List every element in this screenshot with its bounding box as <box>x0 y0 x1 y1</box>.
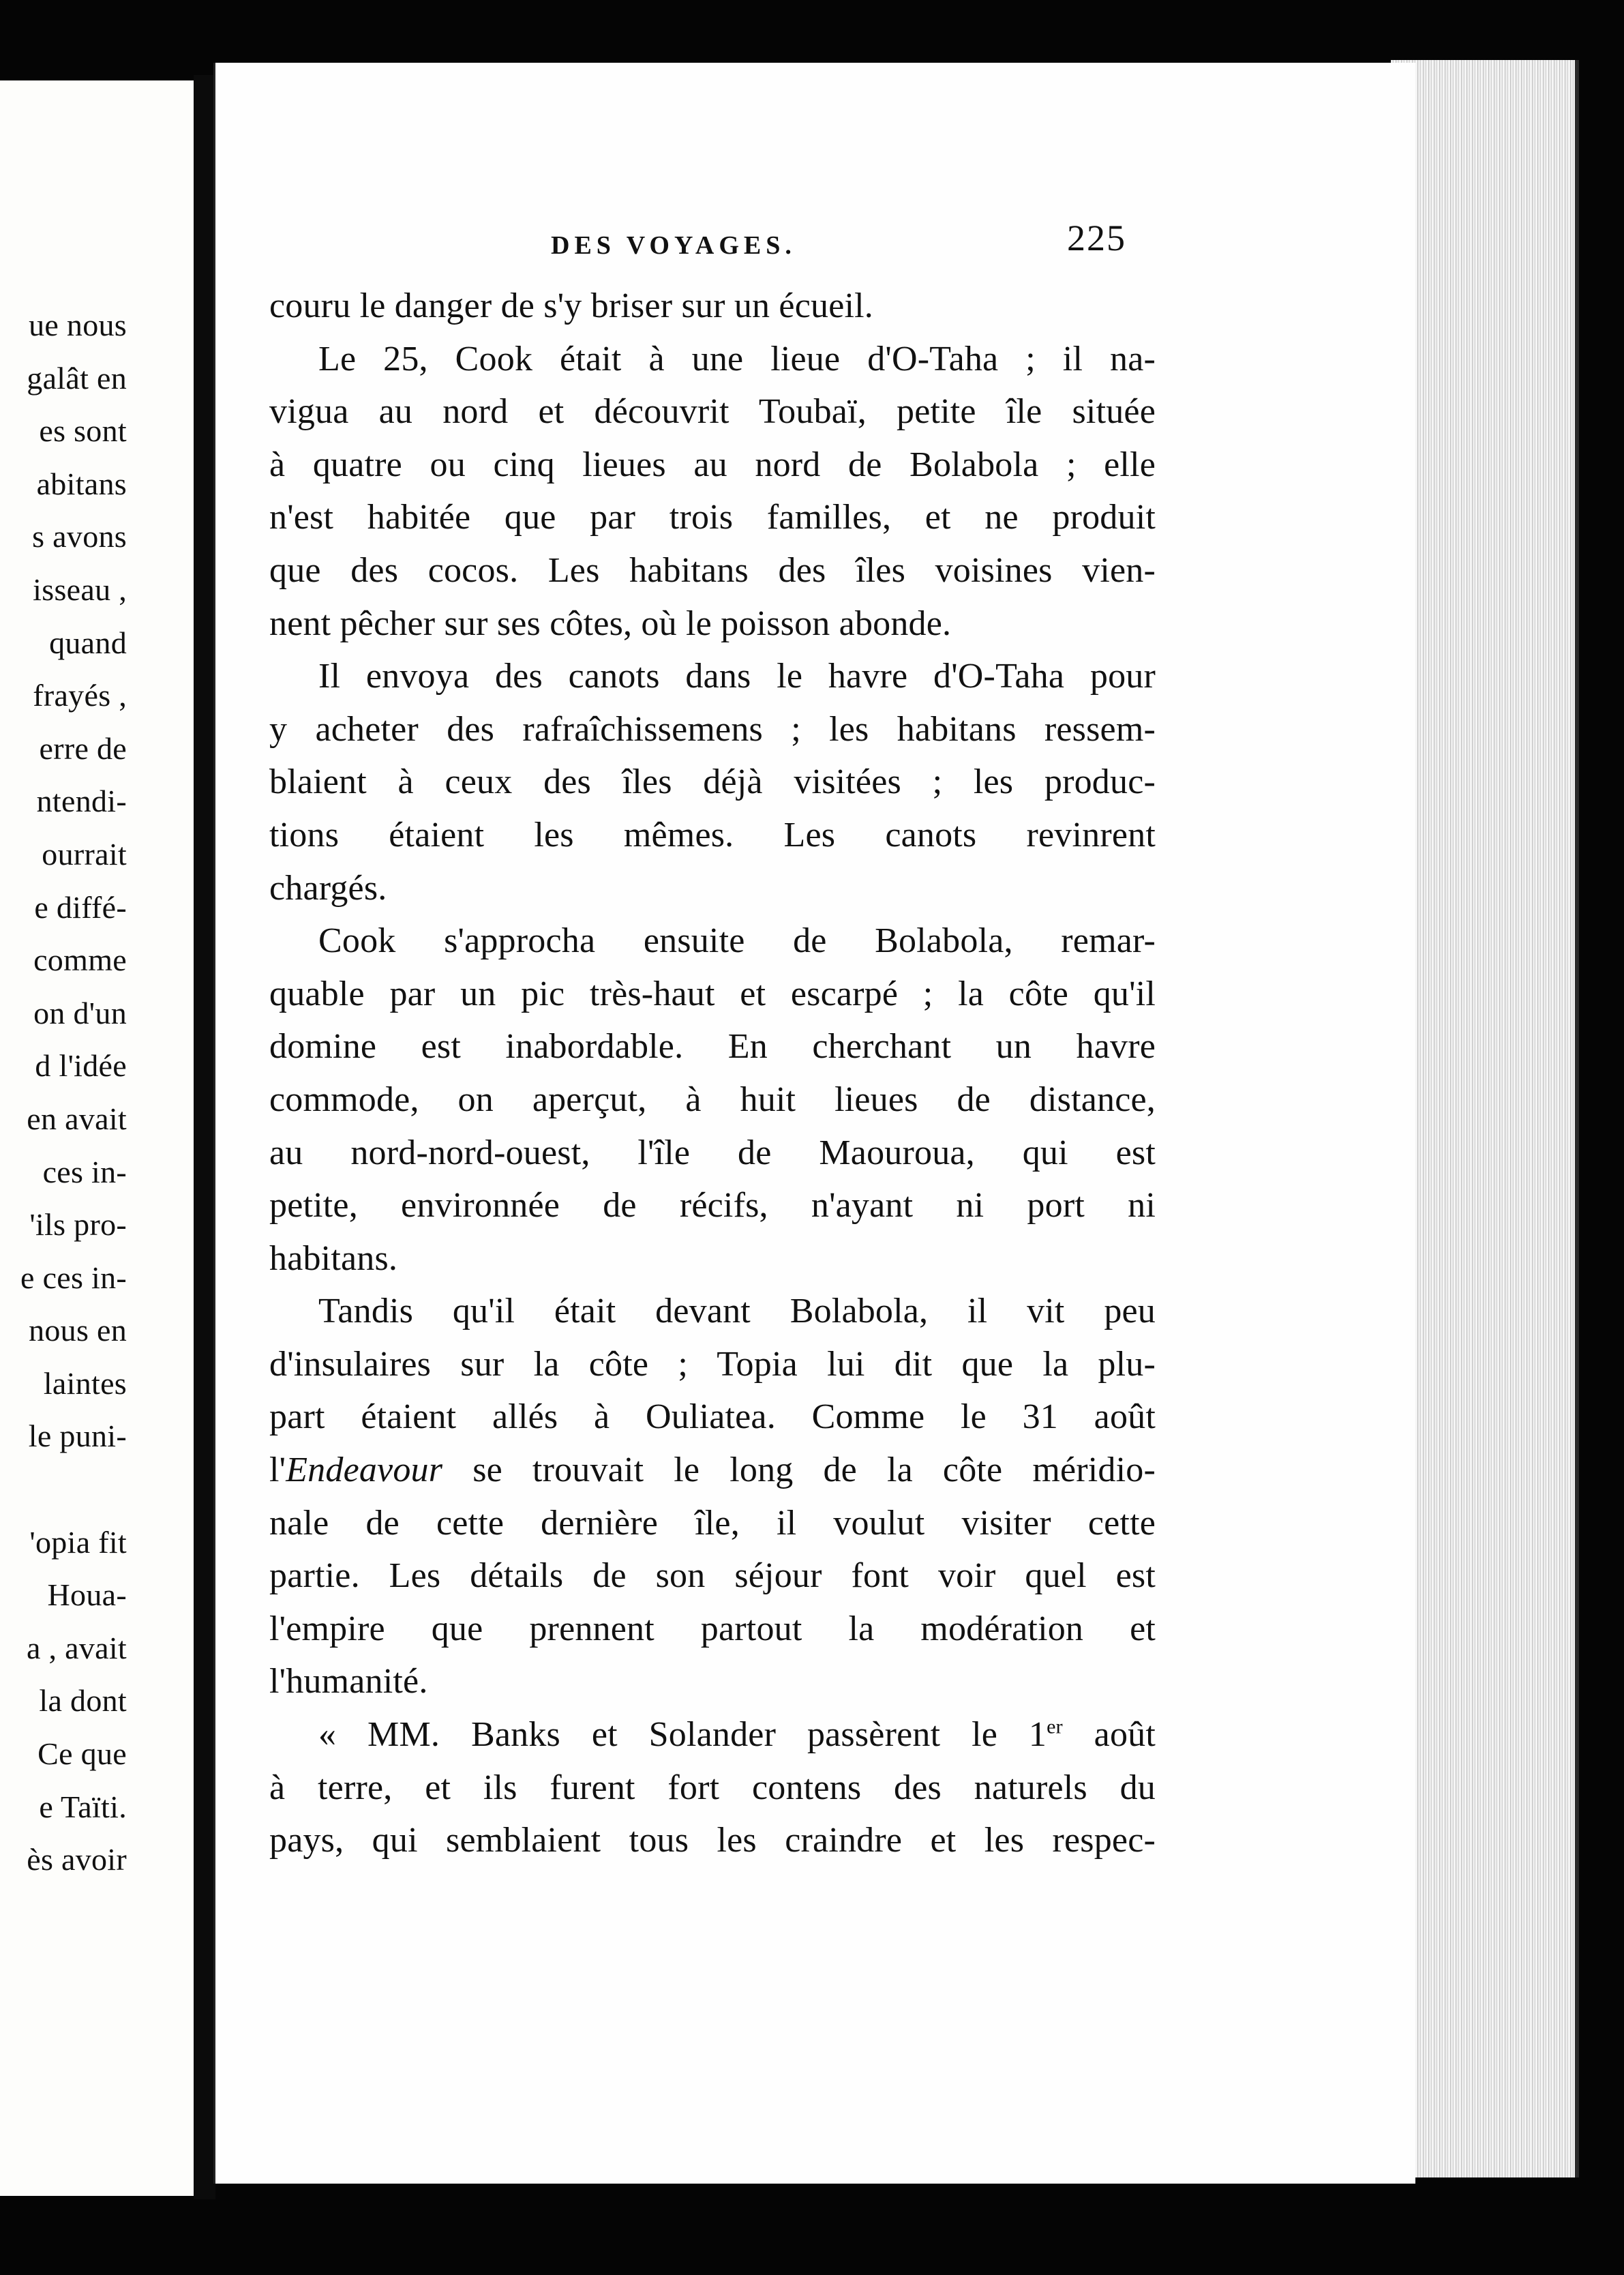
text-line <box>269 385 1156 438</box>
text-line <box>269 1603 1156 1656</box>
text-line-content: petite, environnée de récifs, n'ayant ni port ni <box>269 1186 1156 1225</box>
text-line-prefix: l' <box>269 1451 286 1490</box>
text-line-content: l'empire que prennent partout la modération et <box>269 1609 1156 1648</box>
text-line <box>269 1020 1156 1073</box>
text-line-content: août <box>1062 1715 1156 1755</box>
text-line <box>269 809 1156 862</box>
text-line-content: partie. Les détails de son séjour font voir quel est <box>269 1556 1156 1596</box>
text-line <box>269 491 1156 544</box>
text-line <box>269 968 1156 1021</box>
text-line <box>269 1179 1156 1232</box>
text-line <box>269 333 1156 386</box>
text-line <box>269 1549 1156 1603</box>
text-line-content: nent pêcher sur ses côtes, où le poisson abonde. <box>269 604 952 643</box>
left-page-line: es sont <box>39 413 127 449</box>
left-page-line: erre de <box>39 730 127 766</box>
text-line <box>269 597 1156 651</box>
text-line-content: d'insulaires sur la côte ; Topia lui dit que la plu- <box>269 1344 1156 1384</box>
text-line <box>269 1285 1156 1338</box>
text-line-content: n'est habitée que par trois familles, et ne produit <box>269 498 1156 537</box>
text-line <box>269 1391 1156 1444</box>
text-line-content: commode, on aperçut, à huit lieues de distance, <box>269 1080 1156 1119</box>
text-line-content: Il envoya des canots dans le havre d'O-Taha pour <box>318 657 1156 696</box>
text-line <box>269 1127 1156 1180</box>
text-line <box>269 862 1156 915</box>
ordinal-superscript: er <box>1047 1715 1063 1738</box>
running-title: DES VOYAGES. <box>551 231 796 260</box>
text-line <box>269 1655 1156 1708</box>
text-line <box>269 1497 1156 1550</box>
text-line-content: y acheter des rafraîchissemens ; les habitans ressem- <box>269 709 1156 749</box>
text-line <box>269 1073 1156 1127</box>
text-line-content: habitans. <box>269 1238 398 1278</box>
text-line-content: à terre, et ils furent fort contens des naturels du <box>269 1768 1156 1807</box>
text-line <box>269 1708 1156 1761</box>
left-page-line: e Taïti. <box>39 1789 127 1824</box>
left-page-line: abitans <box>36 466 127 501</box>
text-line <box>269 1814 1156 1867</box>
text-line-content: Tandis qu'il était devant Bolabola, il vit peu <box>318 1292 1156 1331</box>
text-line-content: Le 25, Cook était à une lieue d'O-Taha ; il na- <box>318 339 1156 378</box>
text-line <box>269 703 1156 756</box>
left-page-line: ntendi- <box>36 784 127 819</box>
text-line-content: couru le danger de s'y briser sur un écueil. <box>269 286 873 325</box>
left-page-text <box>0 299 127 1886</box>
left-page-line <box>0 1463 127 1516</box>
text-line-content: quable par un pic très-haut et escarpé ; la côte qu'il <box>269 974 1156 1013</box>
text-line <box>269 1761 1156 1815</box>
text-line-content: vigua au nord et découvrit Toubaï, petite île située <box>269 392 1156 432</box>
text-line <box>269 280 1156 333</box>
left-page-line: frayés , <box>33 678 127 713</box>
left-page-line: on d'un <box>33 995 127 1030</box>
left-page-line: comme <box>33 942 127 978</box>
ship-name-italic: Endeavour <box>286 1451 443 1490</box>
left-facing-page <box>0 80 213 2196</box>
left-page-line: e ces in- <box>20 1260 127 1295</box>
left-page-line: le puni- <box>28 1418 127 1454</box>
left-page-line: Ce que <box>37 1736 127 1772</box>
text-line <box>269 756 1156 809</box>
left-page-line: la dont <box>39 1683 127 1719</box>
left-page-line: 'opia fit <box>29 1524 127 1560</box>
text-line-prefix: « MM. Banks et Solander passèrent le 1 <box>318 1715 1047 1755</box>
left-page-line: ue nous <box>29 308 127 342</box>
text-line-content: domine est inabordable. En cherchant un havre <box>269 1027 1156 1067</box>
left-page-line: laintes <box>43 1365 127 1401</box>
text-line <box>269 1338 1156 1391</box>
left-page-line: a , avait <box>26 1630 127 1665</box>
text-line-content: se trouvait le long de la côte méridio- <box>442 1451 1156 1490</box>
left-page-line: ès avoir <box>27 1842 127 1877</box>
left-page-line: 'ils pro- <box>29 1207 127 1243</box>
text-line-content: part étaient allés à Ouliatea. Comme le 31 août <box>269 1397 1156 1437</box>
text-line-content: pays, qui semblaient tous les craindre et les respec- <box>269 1821 1156 1860</box>
left-page-line: ourrait <box>42 836 127 872</box>
left-page-line: s avons <box>32 519 127 554</box>
text-line <box>269 438 1156 492</box>
text-line <box>269 544 1156 597</box>
left-page-line: en avait <box>27 1101 127 1136</box>
text-line <box>269 915 1156 968</box>
text-line-content: nale de cette dernière île, il voulut visiter cette <box>269 1503 1156 1543</box>
left-page-line: isseau , <box>33 571 127 607</box>
left-page-line: nous en <box>29 1313 127 1348</box>
text-line-content: au nord-nord-ouest, l'île de Maouroua, qui est <box>269 1133 1156 1172</box>
book-spine <box>194 75 215 2199</box>
text-line-content: l'humanité. <box>269 1662 428 1701</box>
text-line-content: chargés. <box>269 868 387 908</box>
text-line-content: blaient à ceux des îles déjà visitées ; les produc- <box>269 762 1156 802</box>
text-line <box>269 1232 1156 1285</box>
left-page-line: galât en <box>27 360 127 396</box>
left-page-line: e diffé- <box>34 889 127 925</box>
left-page-line: Houa- <box>47 1577 127 1613</box>
page-edges <box>1391 60 1579 2177</box>
left-page-line: ces in- <box>42 1154 127 1189</box>
left-page-line: quand <box>49 625 127 660</box>
text-line-content: Cook s'approcha ensuite de Bolabola, remar- <box>318 921 1156 961</box>
text-line <box>269 650 1156 703</box>
page-number: 225 <box>1067 218 1126 258</box>
text-line-content: que des cocos. Les habitans des îles voisines vien- <box>269 550 1156 590</box>
text-line <box>269 1444 1156 1497</box>
text-line-content: à quatre ou cinq lieues au nord de Bolabola ; elle <box>269 445 1156 484</box>
main-text-block <box>269 280 1156 1867</box>
text-line-content: tions étaient les mêmes. Les canots revinrent <box>269 815 1156 854</box>
left-page-line: d l'idée <box>35 1048 127 1084</box>
